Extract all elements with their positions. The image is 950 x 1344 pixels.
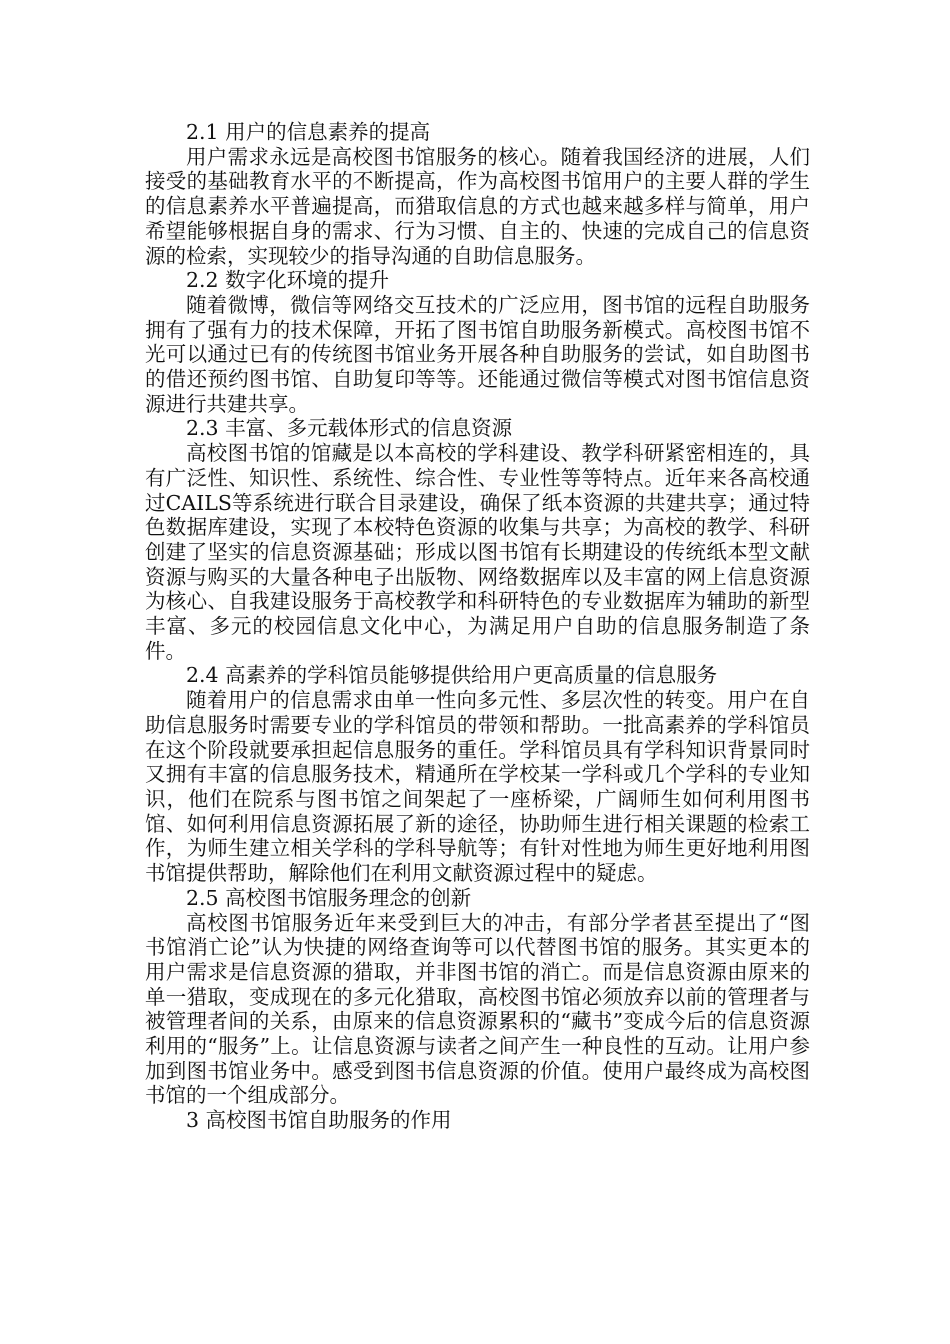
section-heading-2-2: 2.2 数字化环境的提升	[186, 268, 390, 293]
section-heading-2-1: 2.1 用户的信息素养的提高	[186, 120, 431, 144]
section-heading-2-5: 2.5 高校图书馆服务理念的创新	[186, 885, 472, 910]
section-heading-2-3: 2.3 丰富、多元载体形式的信息资源	[186, 416, 513, 441]
section-paragraph-2-1: 用户需求永远是高校图书馆服务的核心。随着我国经济的进展，人们接受的基础教育水平的不断提高，作为高校图书馆用户的主要人群的学生的信息素养水平普遍提高，而猎取信息的方式也越来越多样与简单，用户希望能够根据自身的需求、行为习惯、自主的、快速的完成自己的信息资源的检索，实现较少的指导沟通的自助信息服务。	[145, 144, 810, 268]
section-heading-2-4: 2.4 高素养的学科馆员能够提供给用户更高质量的信息服务	[186, 663, 718, 688]
section-heading-3: 3 高校图书馆自助服务的作用	[186, 1108, 452, 1133]
document-body	[145, 120, 810, 1133]
section-paragraph-2-4: 随着用户的信息需求由单一性向多元性、多层次性的转变。用户在自助信息服务时需要专业的学科馆员的带领和帮助。一批高素养的学科馆员在这个阶段就要承担起信息服务的重任。学科馆员具有学科知识背景同时又拥有丰富的信息服务技术，精通所在学校某一学科或几个学科的专业知识，他们在院系与图书馆之间架起了一座桥梁，广阔师生如何利用图书馆、如何利用信息资源拓展了新的途径，协助师生进行相关课题的检索工作，为师生建立相关学科的学科导航等；有针对性地为师生更好地利用图书馆提供帮助，解除他们在利用文献资源过程中的疑虑。	[145, 688, 810, 886]
section-paragraph-2-3: 高校图书馆的馆藏是以本高校的学科建设、教学科研紧密相连的，具有广泛性、知识性、系统性、综合性、专业性等等特点。近年来各高校通过CAILS等系统进行联合目录建设，确保了纸本资源的共建共享；通过特色数据库建设，实现了本校特色资源的收集与共享；为高校的教学、科研创建了坚实的信息资源基础；形成以图书馆有长期建设的传统纸本型文献资源与购买的大量各种电子出版物、网络数据库以及丰富的网上信息资源为核心、自我建设服务于高校教学和科研特色的专业数据库为辅助的新型丰富、多元的校园信息文化中心，为满足用户自助的信息服务制造了条件。	[145, 441, 810, 663]
section-paragraph-2-5: 高校图书馆服务近年来受到巨大的冲击，有部分学者甚至提出了“图书馆消亡论”认为快捷的网络查询等可以代替图书馆的服务。其实更本的用户需求是信息资源的猎取，并非图书馆的消亡。而是信息资源由原来的单一猎取，变成现在的多元化猎取，高校图书馆必须放弃以前的管理者与被管理者间的关系，由原来的信息资源累积的“藏书”变成今后的信息资源利用的“服务”上。让信息资源与读者之间产生一种良性的互动。让用户参加到图书馆业务中。感受到图书信息资源的价值。使用户最终成为高校图书馆的一个组成部分。	[145, 910, 810, 1108]
section-paragraph-2-2: 随着微博，微信等网络交互技术的广泛应用，图书馆的远程自助服务拥有了强有力的技术保障，开拓了图书馆自助服务新模式。高校图书馆不光可以通过已有的传统图书馆业务开展各种自助服务的尝试，如自助图书的借还预约图书馆、自助复印等等。还能通过微信等模式对图书馆信息资源进行共建共享。	[145, 292, 810, 416]
